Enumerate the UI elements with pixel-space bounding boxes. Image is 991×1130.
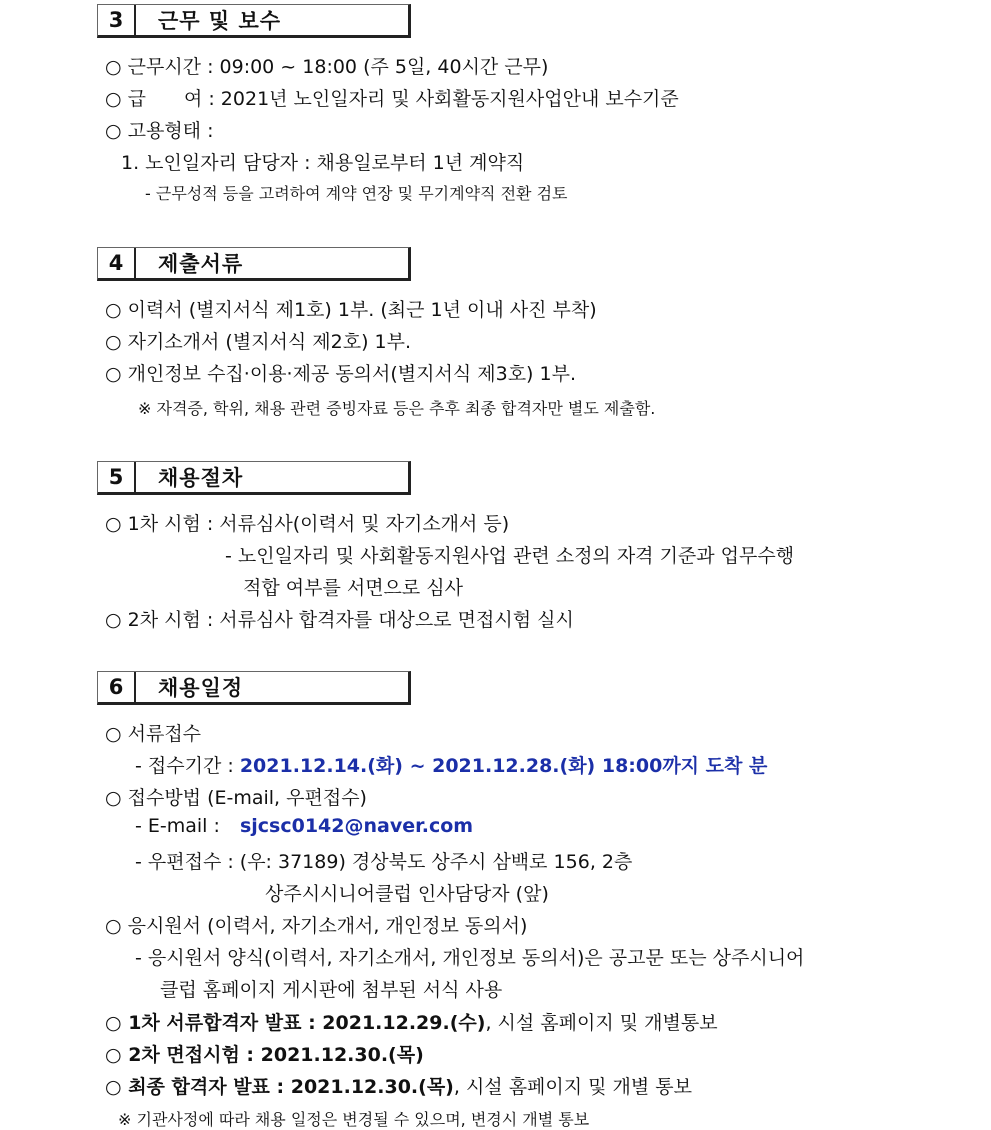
first-result-notice: , 시설 홈페이지 및 개별통보: [485, 1012, 718, 1034]
employment-type: ○ 고용형태 :: [105, 120, 214, 142]
first-result-date: ○ 1차 서류합격자 발표 : 2021.12.29.(수): [105, 1012, 486, 1034]
salary: ○ 급 여 : 2021년 노인일자리 및 사회활동지원사업안내 보수기준: [105, 88, 679, 110]
resume-doc: ○ 이력서 (별지서식 제1호) 1부. (최근 1년 이내 사진 부착): [105, 299, 597, 321]
receipt-period-label: - 접수기간 :: [135, 755, 234, 777]
receipt-method: ○ 접수방법 (E-mail, 우편접수): [105, 787, 367, 809]
section-number: 5: [98, 462, 136, 492]
section-title: 채용절차: [158, 466, 244, 490]
section-6-header: [97, 671, 411, 705]
section-3-header: [97, 4, 411, 38]
second-exam: ○ 2차 시험 : 서류심사 합격자를 대상으로 면접시험 실시: [105, 609, 574, 631]
first-exam-detail-1: - 노인일자리 및 사회활동지원사업 관련 소정의 자격 기준과 업무수행: [225, 545, 795, 567]
privacy-consent-doc: ○ 개인정보 수집·이용·제공 동의서(별지서식 제3호) 1부.: [105, 363, 576, 385]
final-result: [105, 1072, 692, 1099]
application-form-detail-1: - 응시원서 양식(이력서, 자기소개서, 개인정보 동의서)은 공고문 또는 상주시니어: [135, 947, 805, 969]
documents-note: ※ 자격증, 학위, 채용 관련 증빙자료 등은 추후 최종 합격자만 별도 제출함.: [138, 399, 656, 418]
final-result-notice: , 시설 홈페이지 및 개별 통보: [453, 1076, 693, 1098]
section-5-header: [97, 461, 411, 495]
section-title: 근무 및 보수: [158, 9, 282, 33]
section-number: 3: [98, 5, 136, 35]
section-title: 채용일정: [158, 676, 244, 700]
email-link[interactable]: sjcsc0142@naver.com: [239, 815, 474, 837]
application-form-detail-2: 클럽 홈페이지 게시판에 첨부된 서식 사용: [160, 979, 503, 1001]
email-label: - E-mail :: [135, 815, 220, 837]
receipt-period-value: 2021.12.14.(화) ~ 2021.12.28.(화) 18:00까지 도착 분: [239, 755, 768, 777]
employment-item-1: 1. 노인일자리 담당자 : 채용일로부터 1년 계약직: [121, 152, 525, 174]
document-receipt: ○ 서류접수: [105, 723, 202, 745]
email-row: [135, 815, 473, 837]
cover-letter-doc: ○ 자기소개서 (별지서식 제2호) 1부.: [105, 331, 412, 353]
final-result-date: ○ 최종 합격자 발표 : 2021.12.30.(목): [105, 1076, 454, 1098]
postal-recipient: 상주시시니어클럽 인사담당자 (앞): [265, 883, 549, 905]
employment-note: - 근무성적 등을 고려하여 계약 연장 및 무기계약직 전환 검토: [145, 184, 568, 203]
receipt-period: [135, 751, 767, 778]
first-exam: ○ 1차 시험 : 서류심사(이력서 및 자기소개서 등): [105, 513, 510, 535]
first-exam-detail-2: 적합 여부를 서면으로 심사: [243, 577, 464, 599]
section-number: 4: [98, 248, 136, 278]
work-hours: ○ 근무시간 : 09:00 ~ 18:00 (주 5일, 40시간 근무): [105, 56, 549, 78]
second-interview: ○ 2차 면접시험 : 2021.12.30.(목): [105, 1044, 424, 1066]
first-result: [105, 1008, 718, 1035]
application-form: ○ 응시원서 (이력서, 자기소개서, 개인정보 동의서): [105, 915, 528, 937]
postal-address: - 우편접수 : (우: 37189) 경상북도 상주시 삼백로 156, 2층: [135, 851, 633, 873]
section-title: 제출서류: [158, 252, 244, 276]
section-number: 6: [98, 672, 136, 702]
section-4-header: [97, 247, 411, 281]
schedule-note: ※ 기관사정에 따라 채용 일정은 변경될 수 있으며, 변경시 개별 통보: [118, 1110, 590, 1129]
